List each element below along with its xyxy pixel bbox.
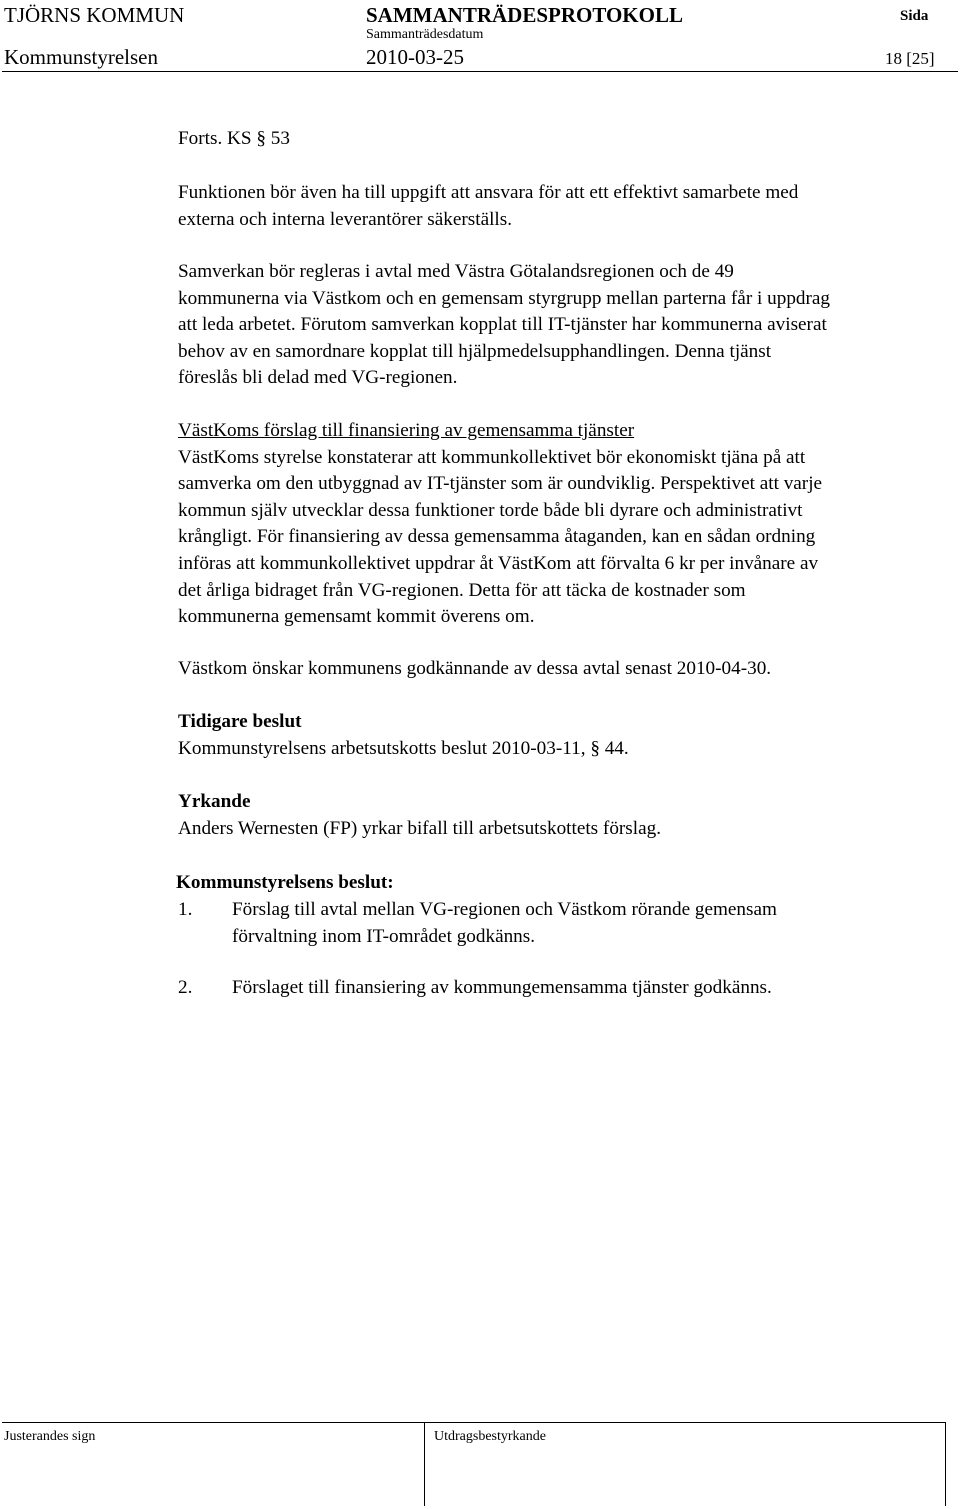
paragraph-financing: VästKoms förslag till finansiering av gemensamma tjänster VästKoms styrelse konstaterar att kommunkollektivet bör ekonomiskt tjäna på att samverka om den utbyggnad av IT-tjänster som är oundviklig. Perspektivet att varje kommun själv utvecklar dessa funktioner torde både bli dyrare och administrativt krångligt. För finansiering av dessa gemensamma åtaganden, kan en sådan ordning införas att kommunkollektivet uppdrar åt VästKom att förvalta 6 kr per invånare av det årliga bidraget från VG-regionen. Detta för att täcka de kostnader som kommunerna gemensamt kommit överens om. xyxy=(178,418,948,631)
paragraph-cooperation: Samverkan bör regleras i avtal med Västra Götalandsregionen och de 49 kommunerna via Västkom och en gemensam styrgrupp mellan parterna får i uppdrag att leda arbetet. Förutom samverkan kopplat till IT-tjänster har kommunerna aviserat behov av en samordnare kopplat till hjälpmedelsupphandlingen. Denna tjänst föreslås bli delad med VG-regionen. xyxy=(178,261,831,389)
committee-name: Kommunstyrelsen xyxy=(4,45,158,69)
section-previous-decision: Tidigare beslut Kommunstyrelsens arbetsutskotts beslut 2010-03-11, § 44. xyxy=(178,709,948,762)
previous-decision-heading: Tidigare beslut xyxy=(178,711,302,732)
decision-list: 1. Förslag till avtal mellan VG-regionen och Västkom rörande gemensam förvaltning inom IT-området godkänns. 2. Förslaget till finansiering av kommungemensamma tjänster godkänns. xyxy=(178,899,777,998)
page-number: 18 [25] xyxy=(885,49,935,68)
signature-label: Justerandes sign xyxy=(4,1429,96,1444)
decision-heading: Kommunstyrelsens beslut: xyxy=(176,872,394,893)
paragraph-approval-request: Västkom önskar kommunens godkännande av dessa avtal senast 2010-04-30. xyxy=(178,658,772,679)
extract-label: Utdragsbestyrkande xyxy=(434,1429,546,1444)
date-label: Sammanträdesdatum xyxy=(366,27,484,42)
financing-heading: VästKoms förslag till finansiering av gemensamma tjänster xyxy=(178,420,635,441)
footer-divider xyxy=(424,1422,425,1506)
continuation-heading: Forts. KS § 53 xyxy=(178,128,290,149)
footer-right-edge xyxy=(945,1422,946,1506)
org-name: TJÖRNS KOMMUN xyxy=(4,3,185,27)
page-label: Sida xyxy=(900,8,929,24)
document-type: SAMMANTRÄDESPROTOKOLL xyxy=(366,3,683,27)
section-motion: Yrkande Anders Wernesten (FP) yrkar bifall till arbetsutskottets förslag. xyxy=(178,789,948,842)
motion-heading: Yrkande xyxy=(178,791,251,812)
meeting-date: 2010-03-25 xyxy=(366,45,464,69)
paragraph-function: Funktionen bör även ha till uppgift att ansvara för att ett effektivt samarbete med externa och interna leverantörer säkerställs. xyxy=(178,182,799,230)
footer-rule xyxy=(2,1422,945,1423)
header-rule xyxy=(2,71,958,72)
